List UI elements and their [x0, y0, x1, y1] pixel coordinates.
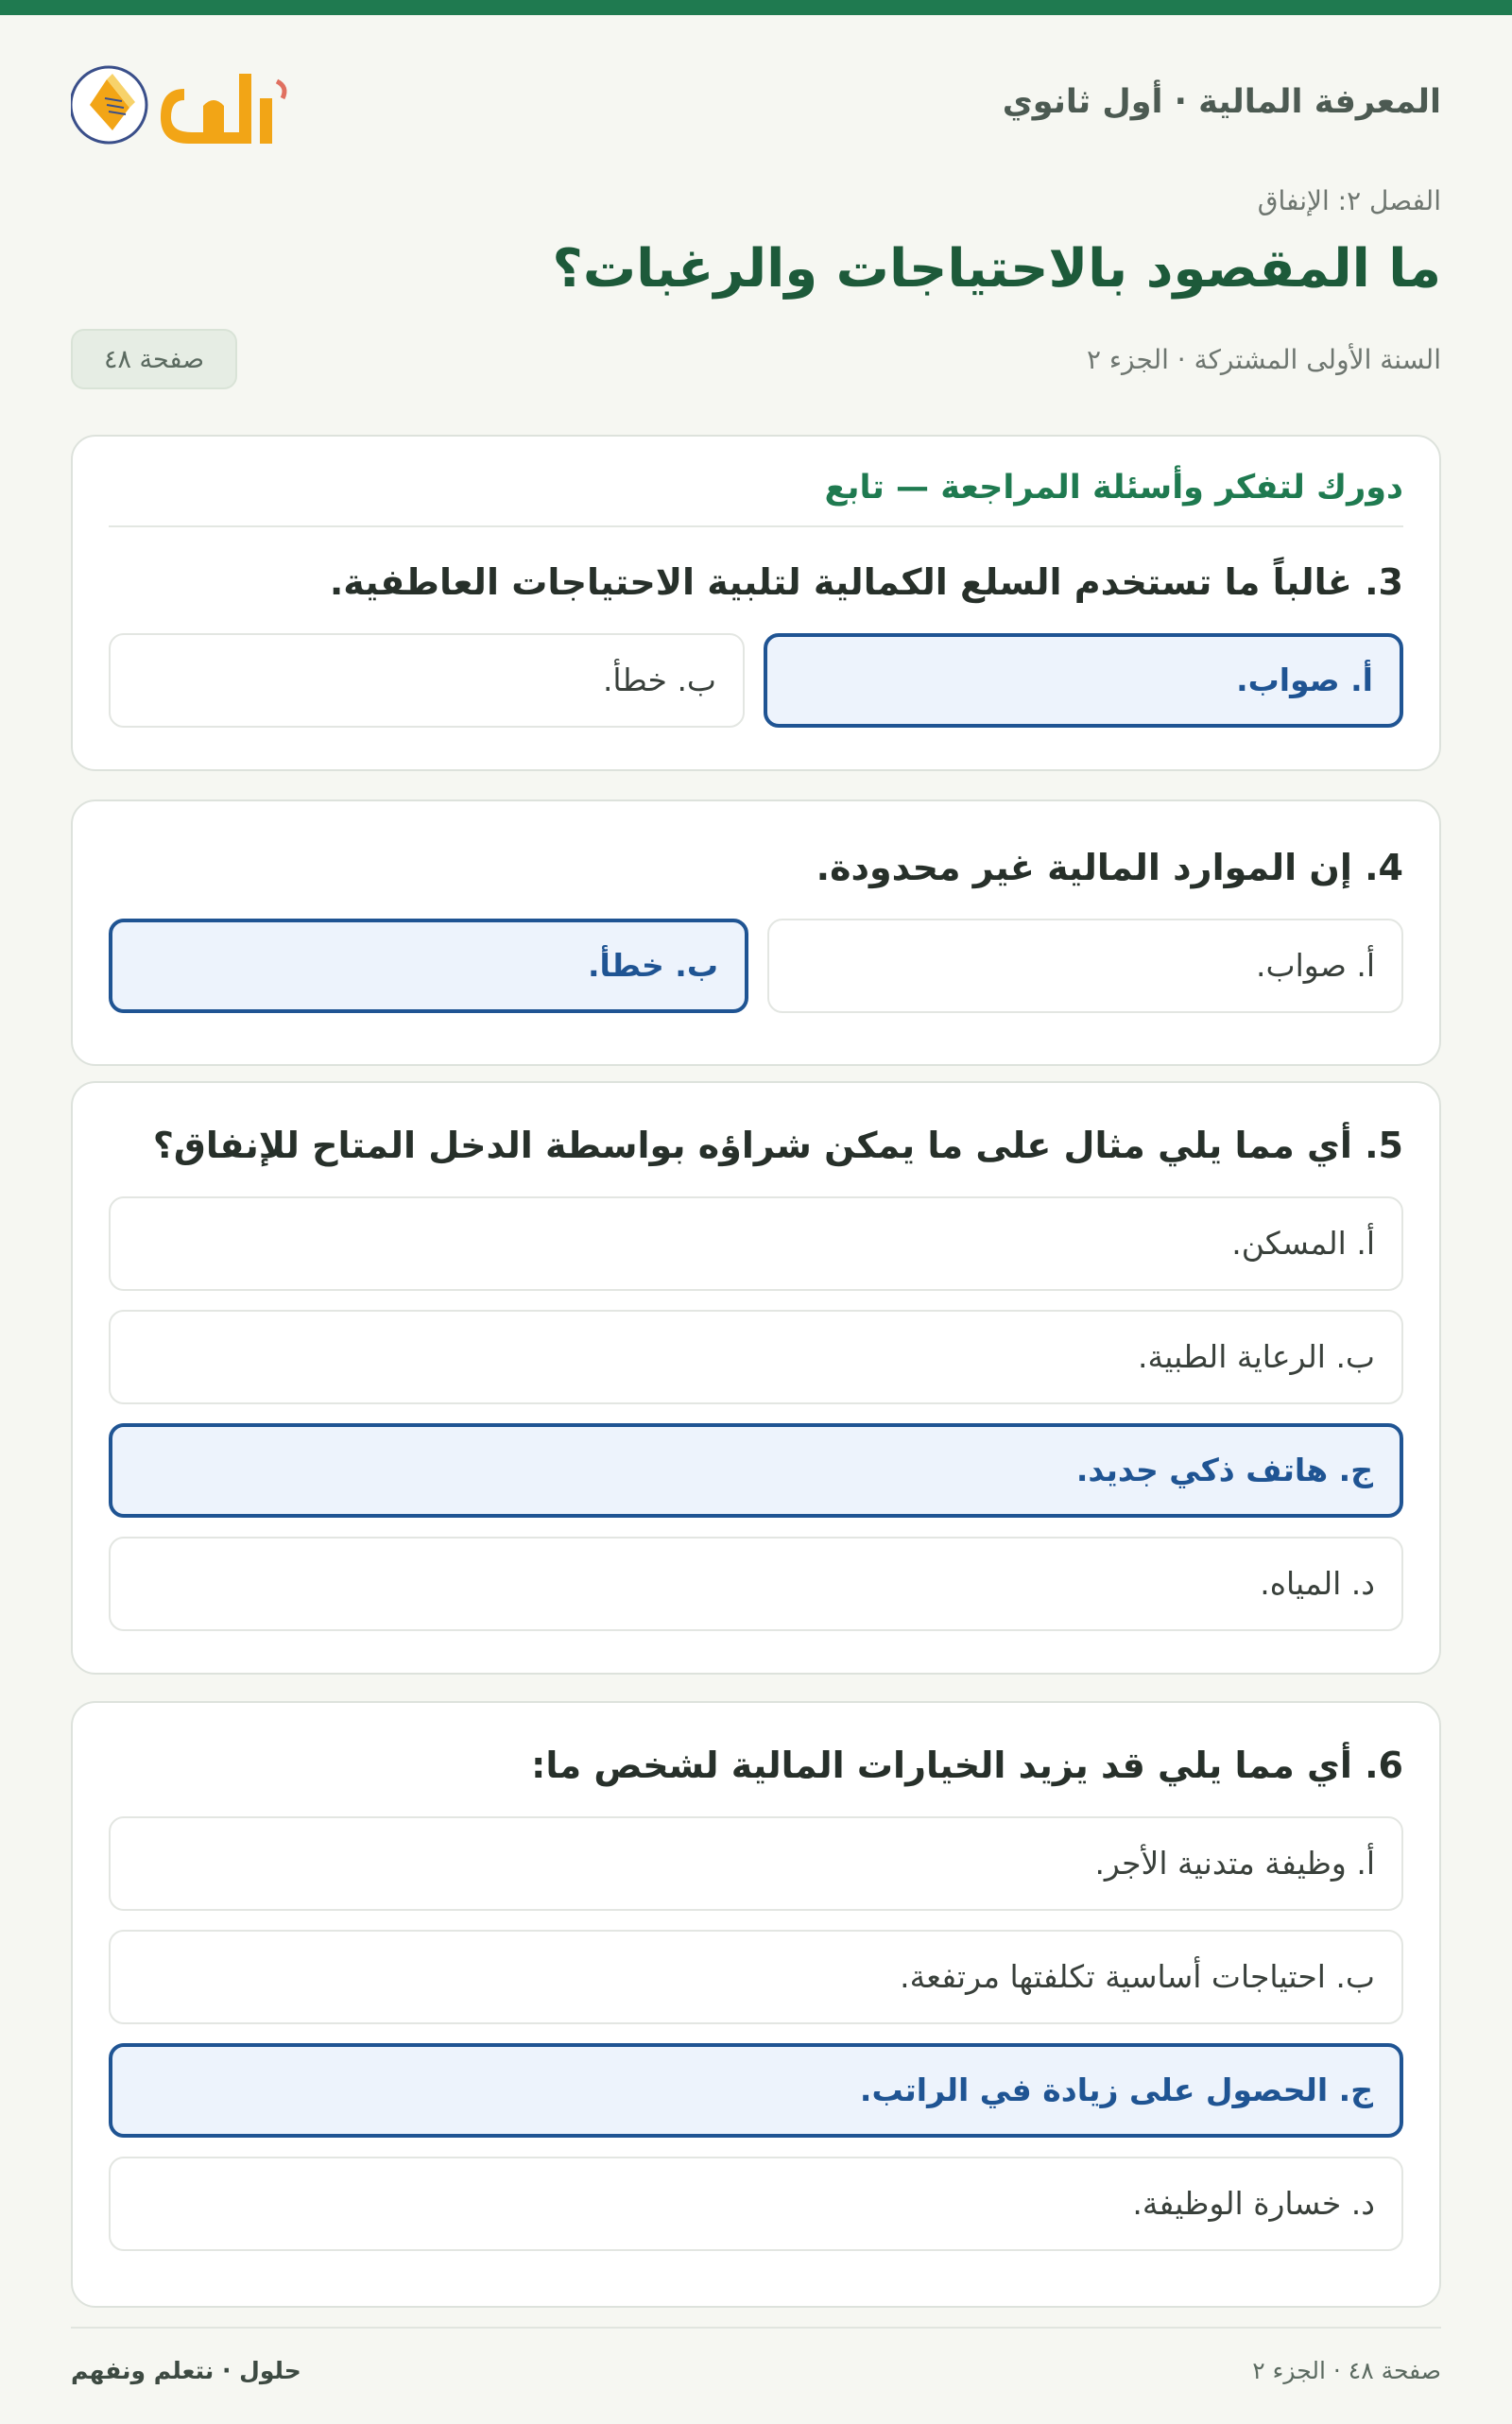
question-5-options — [109, 1196, 1403, 1631]
question-6-options — [109, 1816, 1403, 2251]
question-4-options — [109, 919, 1403, 1013]
option-label: ج. الحصول على زيادة في الراتب. — [859, 2072, 1373, 2109]
question-3-text: 3. غالباً ما تستخدم السلع الكمالية لتلبية الاحتياجات العاطفية. — [329, 561, 1403, 603]
meta-row — [71, 329, 1441, 391]
question-3-option-b[interactable] — [109, 633, 745, 728]
book-logo-icon[interactable] — [71, 53, 317, 157]
top-accent-bar — [0, 0, 1512, 15]
option-label: ب. خطأ. — [587, 947, 718, 985]
question-5-option-b[interactable] — [109, 1310, 1403, 1404]
option-label: ب. الرعاية الطبية. — [1138, 1338, 1375, 1376]
question-6-option-a[interactable] — [109, 1816, 1403, 1911]
question-5-text: 5. أي مما يلي مثال على ما يمكن شراؤه بواسطة الدخل المتاح للإنفاق؟ — [152, 1125, 1403, 1166]
question-5-option-d[interactable] — [109, 1537, 1403, 1631]
page-header — [71, 15, 1441, 157]
option-label: أ. وظيفة متدنية الأجر. — [1094, 1845, 1375, 1882]
footer-page-info: صفحة ٤٨ · الجزء ٢ — [1252, 2357, 1441, 2384]
question-6-option-c[interactable] — [109, 2043, 1403, 2138]
question-5-option-c[interactable] — [109, 1423, 1403, 1518]
page-badge: صفحة ٤٨ — [71, 329, 237, 389]
question-4-option-a[interactable] — [767, 919, 1403, 1013]
question-card-4 — [71, 799, 1441, 1066]
chapter-label: الفصل ٢: الإنفاق — [1257, 185, 1441, 216]
question-4-text: 4. إن الموارد المالية غير محدودة. — [816, 847, 1403, 888]
question-3-options — [109, 633, 1403, 728]
question-4-option-b[interactable] — [109, 919, 748, 1013]
question-5-option-a[interactable] — [109, 1196, 1403, 1291]
option-label: أ. صواب. — [1256, 947, 1375, 985]
option-label: ب. احتياجات أساسية تكلفتها مرتفعة. — [900, 1958, 1375, 1996]
option-label: د. المياه. — [1260, 1565, 1375, 1603]
page-title: ما المقصود بالاحتياجات والرغبات؟ — [552, 238, 1441, 300]
subject-label: المعرفة المالية · أول ثانوي — [1002, 83, 1441, 121]
book-meta: السنة الأولى المشتركة · الجزء ٢ — [1086, 344, 1441, 376]
page-content — [71, 15, 1441, 2223]
question-card-5 — [71, 1081, 1441, 1675]
question-6-option-b[interactable] — [109, 1930, 1403, 2024]
question-card-6 — [71, 1701, 1441, 2308]
option-label: أ. صواب. — [1236, 662, 1373, 699]
question-card-3 — [71, 435, 1441, 771]
section-heading: دورك لتفكر وأسئلة المراجعة — تابع — [109, 437, 1403, 527]
option-label: أ. المسكن. — [1231, 1225, 1375, 1263]
question-6-text: 6. أي مما يلي قد يزيد الخيارات المالية لشخص ما: — [531, 1745, 1403, 1786]
page-footer — [71, 2327, 1441, 2404]
question-6-option-d[interactable] — [109, 2157, 1403, 2251]
option-label: ج. هاتف ذكي جديد. — [1075, 1452, 1373, 1489]
option-label: د. خسارة الوظيفة. — [1132, 2185, 1375, 2223]
option-label: ب. خطأ. — [602, 662, 716, 699]
footer-brand: حلول · نتعلم ونفهم — [71, 2357, 301, 2384]
question-3-option-a[interactable] — [764, 633, 1403, 728]
